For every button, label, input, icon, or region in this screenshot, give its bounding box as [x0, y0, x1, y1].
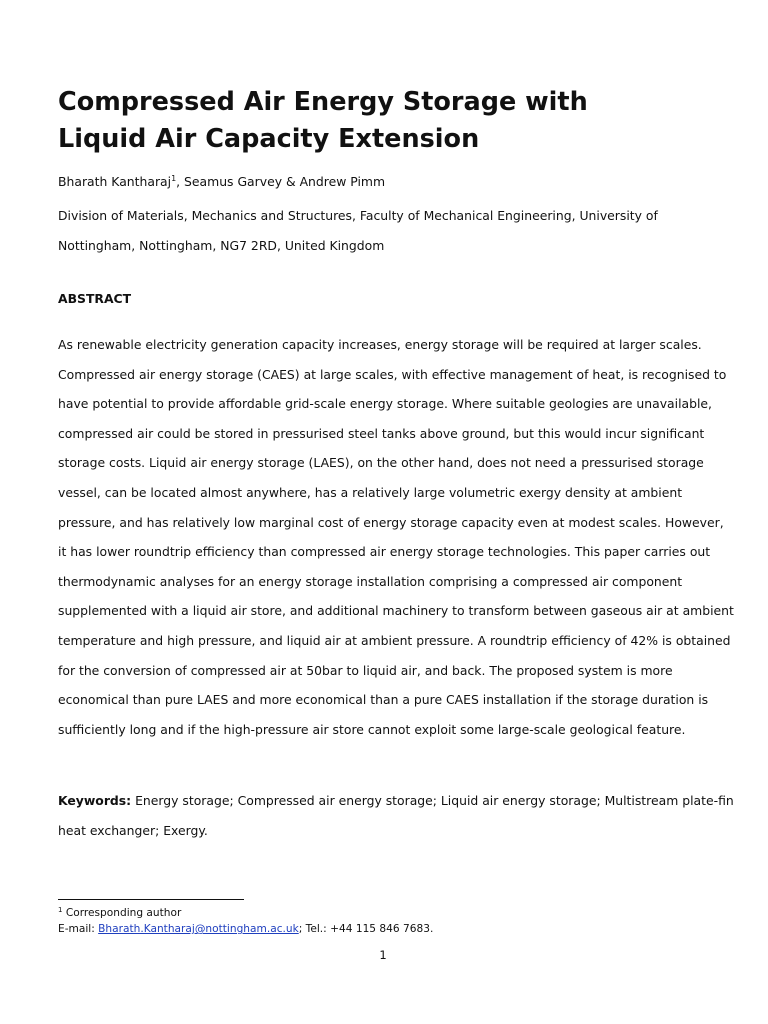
telephone-text: ; Tel.: +44 115 846 7683. — [298, 923, 434, 935]
author-first: Bharath Kantharaj — [58, 174, 172, 189]
author-list — [58, 172, 385, 192]
paper-page — [58, 0, 734, 1024]
footnote-divider — [58, 899, 244, 900]
page-number: 1 — [379, 948, 387, 962]
footnote-mark: 1 — [58, 906, 63, 914]
keywords — [58, 786, 734, 846]
footnote-line-2 — [58, 921, 734, 937]
affiliation: Division of Materials, Mechanics and Structures, Faculty of Mechanical Engineering, University of Nottingham, Nottingham, NG7 2RD, United Kingdom — [58, 208, 658, 253]
email-link[interactable]: Bharath.Kantharaj@nottingham.ac.uk — [98, 923, 299, 935]
title-line-2: Liquid Air Capacity Extension — [58, 124, 480, 154]
footnote-note: Corresponding author — [62, 907, 182, 919]
email-label: E-mail: — [58, 923, 99, 935]
author-footnote-mark: 1 — [171, 174, 177, 183]
paper-title — [58, 84, 734, 158]
keywords-text: Energy storage; Compressed air energy storage; Liquid air energy storage; Multistream plate-fin heat exchanger; Exergy. — [58, 793, 734, 838]
title-line-1: Compressed Air Energy Storage with — [58, 87, 588, 117]
footnote — [58, 905, 734, 937]
author-rest: , Seamus Garvey & Andrew Pimm — [176, 174, 386, 189]
keywords-label: Keywords: — [58, 793, 132, 808]
abstract-heading: ABSTRACT — [58, 291, 132, 306]
abstract-body: As renewable electricity generation capacity increases, energy storage will be required at larger scales. Compressed air energy storage (CAES) at large scales, with effective management of heat, is recognised to have potential to provide affordable grid-scale energy storage. Where suitable geologies are unavailable, compressed air could be stored in pressurised steel tanks above ground, but this would incur significant storage costs. Liquid air energy storage (LAES), on the other hand, does not need a pressurised storage vessel, can be located almost anywhere, has a relatively large volumetric exergy density at ambient pressure, and has relatively low marginal cost of energy storage capacity even at modest scales. However, it has lower roundtrip efficiency than compressed air energy storage technologies. This paper carries out thermodynamic analyses for an energy storage installation comprising a compressed air component supplemented with a liquid air store, and additional machinery to transform between gaseous air at ambient temperature and high pressure, and liquid air at ambient pressure. A roundtrip efficiency of 42% is obtained for the conversion of compressed air at 50bar to liquid air, and back. The proposed system is more economical than pure LAES and more economical than a pure CAES installation if the storage duration is sufficiently long and if the high-pressure air store cannot exploit some large-scale geological feature. — [58, 337, 734, 737]
footnote-line-1 — [58, 905, 734, 921]
